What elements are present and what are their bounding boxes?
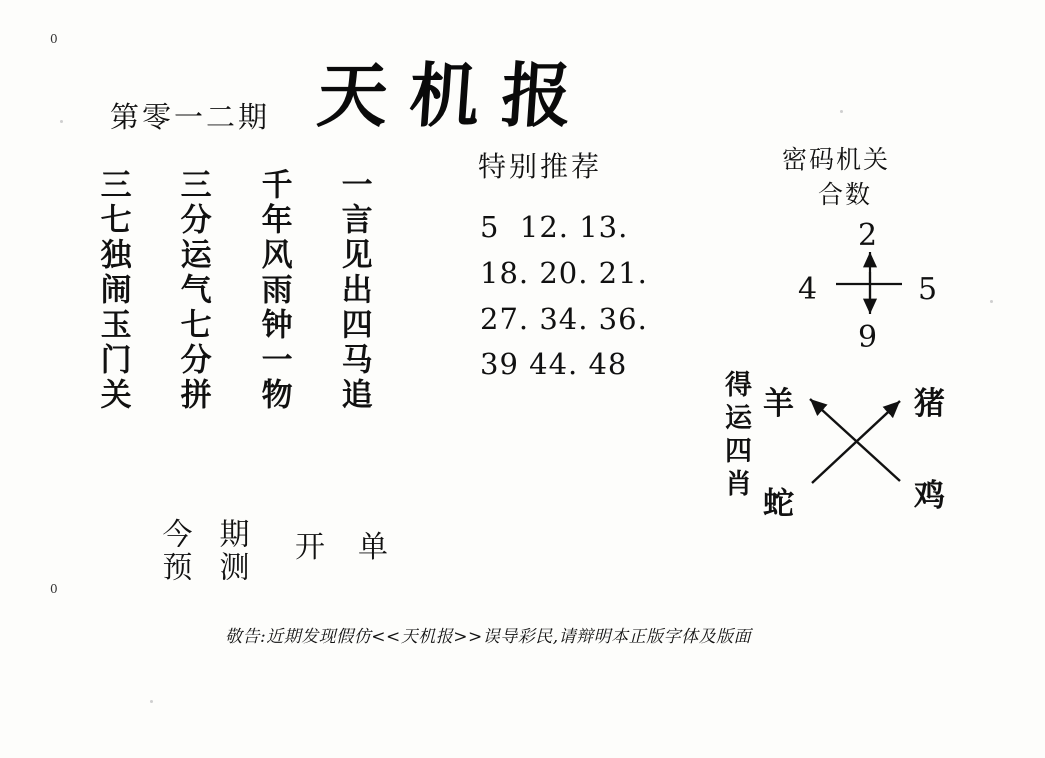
paper-speck: [840, 110, 843, 113]
issue-number: 第零一二期: [110, 100, 271, 134]
zodiac-animal-1: 羊: [763, 386, 794, 422]
zodiac-animal-3: 猪: [914, 386, 945, 422]
paper-speck: [60, 120, 63, 123]
cross-number-top: 2: [858, 218, 878, 253]
cross-number-bottom: 9: [858, 320, 878, 355]
cross-number-right: 5: [918, 272, 938, 307]
password-machine-subheading: 合数: [818, 180, 873, 209]
lucky-zodiac-heading: 得运四肖: [720, 370, 751, 502]
zodiac-cross-diagram: [800, 385, 912, 505]
zodiac-animal-4: 鸡: [914, 478, 945, 514]
poem-column-3: 三分运气七分拼: [174, 168, 211, 413]
x-arrows-icon: [800, 385, 912, 505]
paper-speck: [150, 700, 153, 703]
stray-mark-bottom: 0: [50, 582, 58, 596]
recommend-numbers: [480, 205, 648, 388]
forecast-word-1: 开: [295, 530, 325, 565]
zodiac-animal-2: 蛇: [763, 486, 794, 522]
forecast-column-1: 今预: [156, 518, 192, 584]
recommend-row: 27. 34. 36.: [480, 301, 648, 336]
poem-column-1: 一言见出四马追: [335, 168, 372, 413]
page-title: 天机报: [314, 54, 597, 137]
recommend-row: 5 12. 13.: [480, 210, 629, 244]
recommend-row: 18. 20. 21.: [480, 255, 648, 290]
forecast-word-2: 单: [358, 530, 388, 565]
password-machine-heading: 密码机关: [782, 145, 891, 174]
footer-warning: 敬告:近期发现假仿<<天机报>>误导彩民,请辩明本正版字体及版面: [225, 627, 752, 647]
paper-speck: [990, 300, 993, 303]
poem-column-4: 三七独闹玉门关: [94, 168, 131, 413]
cross-diagram: [790, 210, 950, 360]
recommend-row: 39 44. 48: [480, 347, 628, 382]
cross-number-left: 4: [798, 272, 818, 307]
forecast-column-2: 期测: [213, 518, 249, 584]
recommend-heading: 特别推荐: [478, 150, 603, 183]
poem-column-2: 千年风雨钟一物: [255, 168, 292, 413]
stray-mark-top: 0: [50, 32, 58, 46]
